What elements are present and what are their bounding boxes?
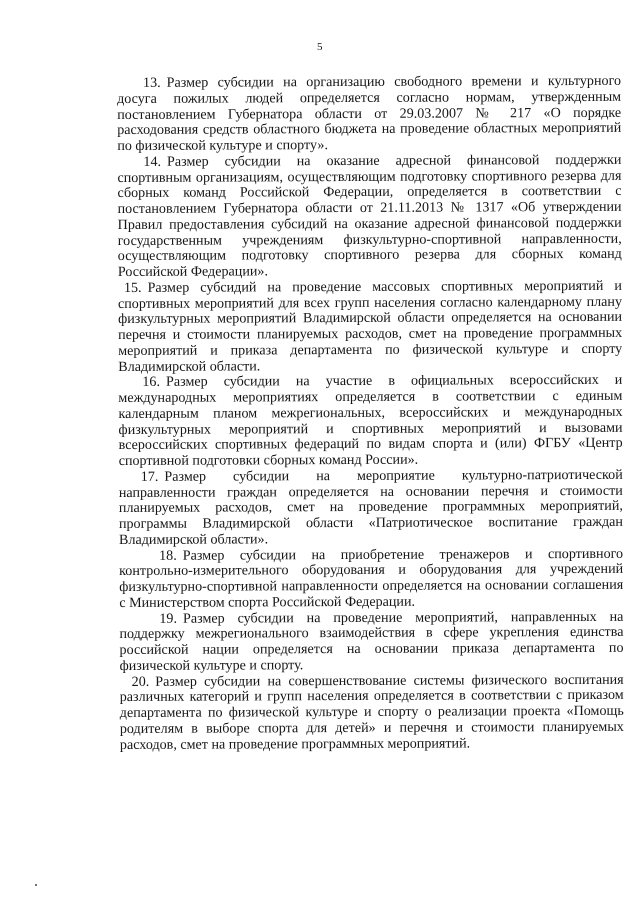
paragraph-number: 15. <box>123 279 142 296</box>
paragraph-text: Размер субсидии на мероприятие культурно-патриотической направленности граждан определяется на основании перечня и стоимости планируемых расходов, смет на проведение программных мероприятий, программы Владимирской области «Патриотическое воспитание граждан Владимирской области». <box>118 466 623 548</box>
paragraph-16 <box>118 373 622 470</box>
paragraph-14 <box>117 153 622 281</box>
paragraph-text: Размер субсидии на оказание адресной финансовой поддержки спортивным организациям, осуществляющим подготовку спортивного резерва для сборных команд Российской Федерации, определяется в соответствии с постановлением Губернатора области от 21.11.2013 № 1317 «Об утверждении Правил предоставления субсидий на оказание адресной финансовой поддержки государственным учреждениям физкультурно-спортивной направленности, осуществляющим подготовку спортивного резерва для сборных команд Российской Федерации». <box>117 151 622 280</box>
paragraph-number: 14. <box>143 153 162 170</box>
paragraph-number: 18. <box>159 547 177 564</box>
paragraph-text: Размер субсидии на участие в официальных всероссийских и международных мероприятиях определяется в соответствии с единым календарным планом межрегиональных, всероссийских и международных физкультурных мероприятий и спортивных мероприятий и вызовами всероссийских спортивных федераций по видам спорта и (или) ФГБУ «Центр спортивной подготовки сборных команд России». <box>118 372 623 469</box>
paragraph-text: Размер субсидии на приобретение тренажеров и спортивного контрольно-измерительного оборудования и оборудования для учреждений физкультурно-спортивной направленности определяется на основании соглашения с Министерством спорта Российской Федерации. <box>119 545 624 611</box>
page-number: 5 <box>317 41 323 53</box>
document-body <box>117 74 624 753</box>
paragraph-number: 16. <box>142 374 160 391</box>
paragraph-15 <box>118 279 622 376</box>
paragraph-17 <box>119 468 623 549</box>
paragraph-number: 17. <box>140 468 159 485</box>
scan-speck <box>35 884 37 886</box>
paragraph-18 <box>119 546 623 611</box>
paragraph-text: Размер субсидии на совершенствование системы физического воспитания различных категорий и групп населения определяется в соответствии с приказом департамента по физической культуре и спорту о реализации проекта «Помощь родителям в выборе спорта для детей» и перечня и стоимости планируемых расходов, смет на проведение программных мероприятий. <box>119 671 624 753</box>
paragraph-number: 20. <box>131 673 150 690</box>
paragraph-13 <box>117 74 621 155</box>
paragraph-number: 19. <box>159 610 178 627</box>
paragraph-text: Размер субсидии на проведение мероприятий, направленных на поддержку межрегионального взаимодействия в сфере укрепления единства российской нации определяется на основании приказа департамента по физической культуре и спорту. <box>119 608 624 674</box>
paragraph-text: Размер субсидий на проведение массовых спортивных мероприятий и спортивных мероприятий для всех групп населения согласно календарному плану физкультурных мероприятий Владимирской области определяется на основании перечня и стоимости планируемых расходов, смет на проведение программных мероприятий и приказа департамента по физической культуре и спорту Владимирской области. <box>117 277 623 375</box>
paragraph-19 <box>119 609 623 674</box>
paragraph-number: 13. <box>142 74 161 91</box>
paragraph-text: Размер субсидии на организацию свободного времени и культурного досуга пожилых людей определяется согласно нормам, утвержденным постановлением Губернатора области от 29.03.2007 № 217 «О порядке расходования средств областного бюджета на проведение областных мероприятий по физической культуре и спорту». <box>117 72 622 154</box>
paragraph-20 <box>120 672 624 753</box>
